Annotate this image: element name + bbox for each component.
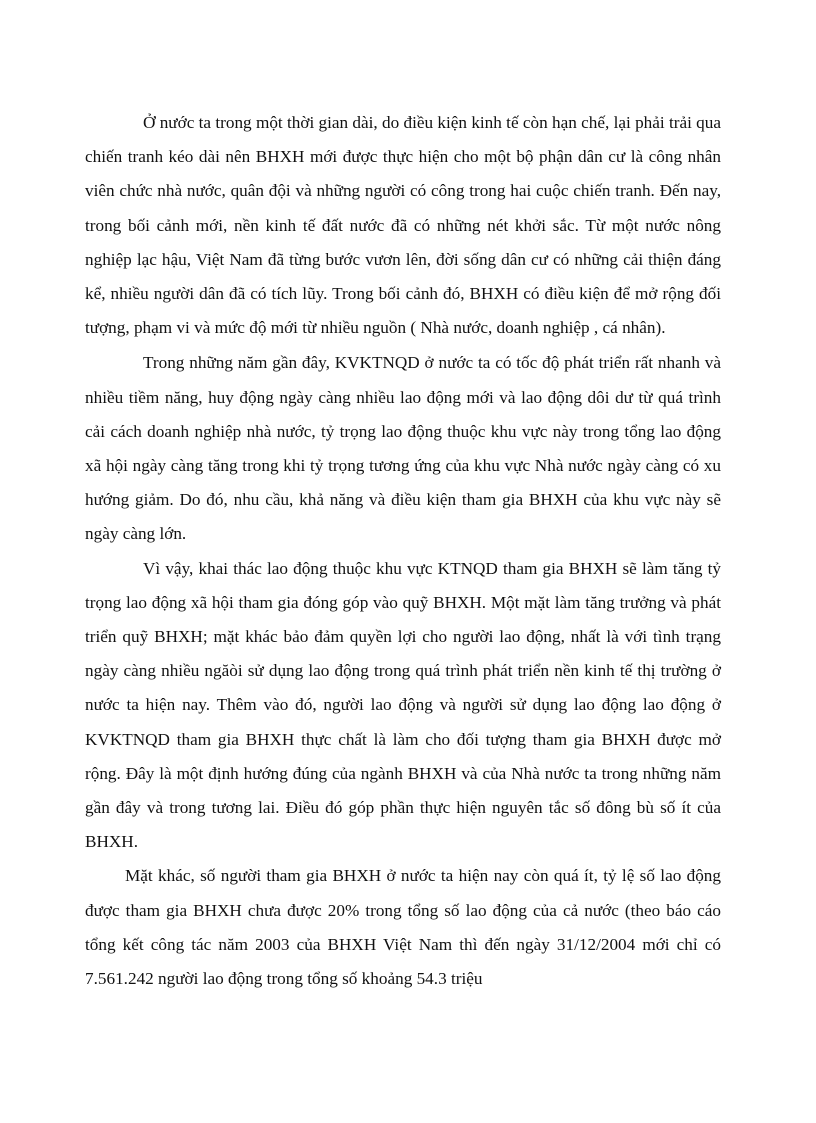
- paragraph-4: Mặt khác, số người tham gia BHXH ở nước ta hiện nay còn quá ít, tỷ lệ số lao động được tham gia BHXH chưa được 20% trong tổng số lao động của cả nước (theo báo cáo tổng kết công tác năm 2003 của BHXH Việt Nam thì đến ngày 31/12/2004 mới chỉ có 7.561.242 người lao động trong tổng số khoảng 54.3 triệu: [85, 866, 721, 989]
- paragraph-1: Ở nước ta trong một thời gian dài, do điều kiện kinh tế còn hạn chế, lại phải trải qua chiến tranh kéo dài nên BHXH mới được thực hiện cho một bộ phận dân cư là công nhân viên chức nhà nước, quân đội và những người có công trong hai cuộc chiến tranh. Đến nay, trong bối cảnh mới, nền kinh tế đất nước đã có những nét khởi sắc. Từ một nước nông nghiệp lạc hậu, Việt Nam đã từng bước vươn lên, đời sống dân cư có những cải thiện đáng kể, nhiều người dân đã có tích lũy. Trong bối cảnh đó, BHXH có điều kiện để mở rộng đối tượng, phạm vi và mức độ mới từ nhiều nguồn ( Nhà nước, doanh nghiệp , cá nhân).: [85, 113, 721, 338]
- document-body: [85, 106, 721, 996]
- paragraph-3: Vì vậy, khai thác lao động thuộc khu vực KTNQD tham gia BHXH sẽ làm tăng tỷ trọng lao động xã hội tham gia đóng góp vào quỹ BHXH. Một mặt làm tăng trưởng và phát triển quỹ BHXH; mặt khác bảo đảm quyền lợi cho người lao động, nhất là với tình trạng ngày càng nhiều ngăòi sử dụng lao động trong quá trình phát triển nền kinh tế thị trường ở nước ta hiện nay. Thêm vào đó, người lao động và người sử dụng lao động lao động ở KVKTNQD tham gia BHXH thực chất là làm cho đối tượng tham gia BHXH được mở rộng. Đây là một định hướng đúng của ngành BHXH và của Nhà nước ta trong những năm gần đây và trong tương lai. Điều đó góp phần thực hiện nguyên tắc số đông bù số ít của BHXH.: [85, 558, 721, 852]
- paragraph-2: Trong những năm gần đây, KVKTNQD ở nước ta có tốc độ phát triển rất nhanh và nhiều tiềm năng, huy động ngày càng nhiều lao động mới và lao động dôi dư từ quá trình cải cách doanh nghiệp nhà nước, tỷ trọng lao động thuộc khu vực này trong tổng lao động xã hội ngày càng tăng trong khi tỷ trọng tương ứng của khu vực Nhà nước ngày càng có xu hướng giảm. Do đó, nhu cầu, khả năng và điều kiện tham gia BHXH của khu vực này sẽ ngày càng lớn.: [85, 353, 721, 544]
